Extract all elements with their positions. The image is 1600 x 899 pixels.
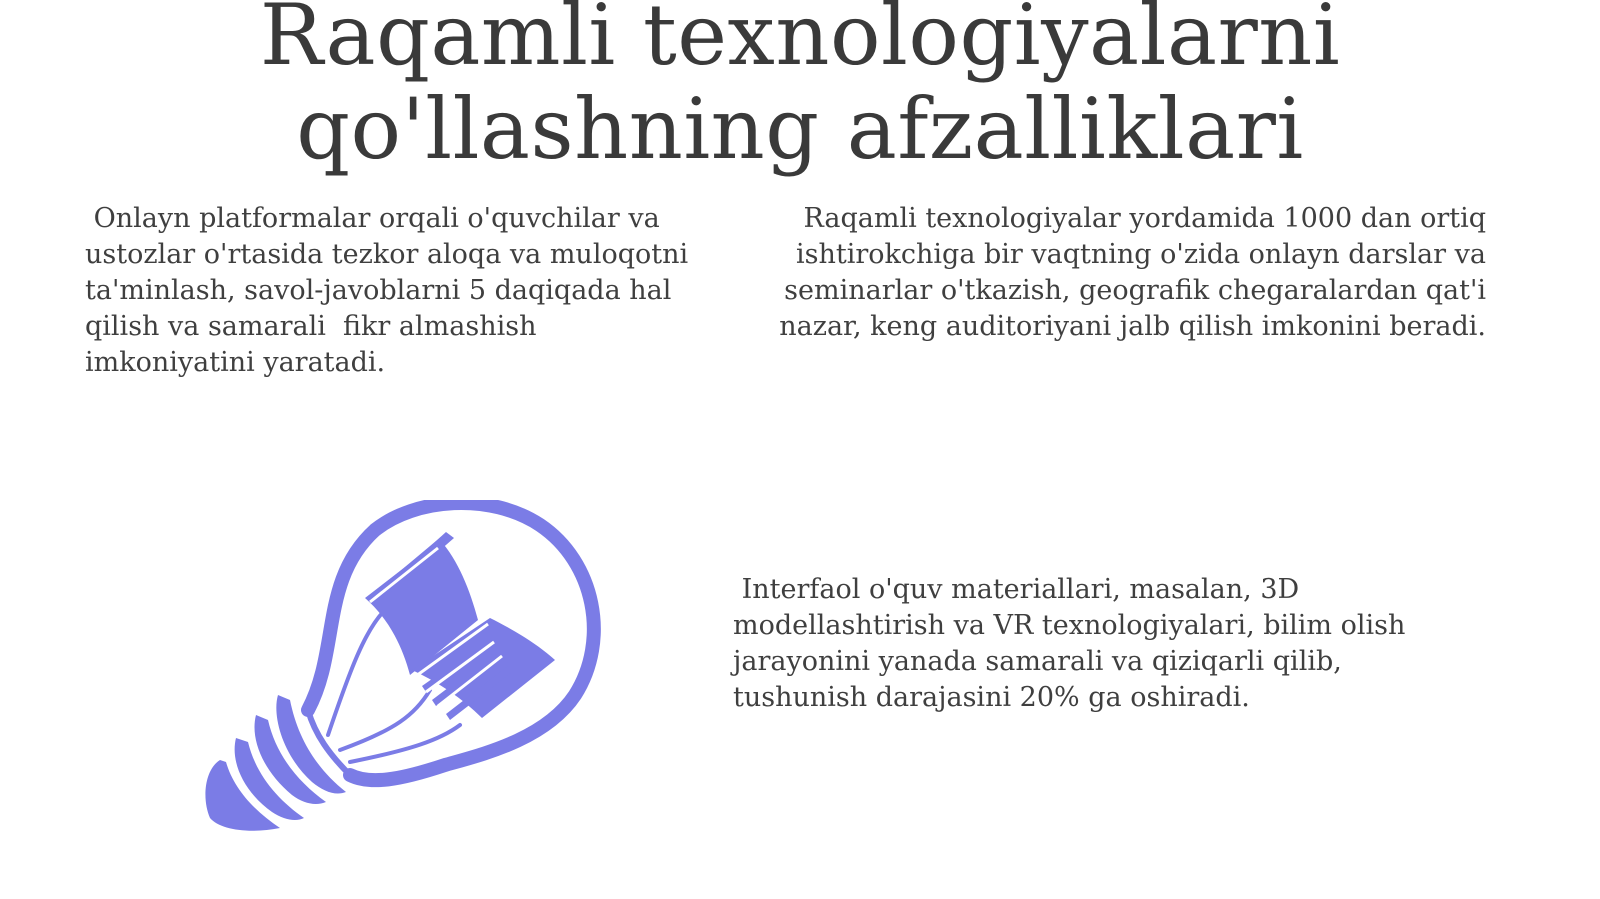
- slide-title: Raqamli texnologiyalarni qo'llashning afzalliklari: [259, 0, 1341, 178]
- paragraph-online-classes: Raqamli texnologiyalar yordamida 1000 dan ortiq ishtirokchiga bir vaqtning o'zida onlayn darslar va seminarlar o'tkazish, geografik chegaralardan qat'i nazar, keng auditoriyani jalb qilish imkonini beradi.: [779, 203, 1495, 342]
- paragraph-interactive-materials: Interfaol o'quv materiallari, masalan, 3D modellashtirish va VR texnologiyalari, bilim olish jarayonini yanada samarali va qiziqarli qilib, tushunish darajasini 20% ga oshiradi.: [733, 574, 1414, 713]
- paragraph-communication: Onlayn platformalar orqali o'quvchilar va ustozlar o'rtasida tezkor aloqa va muloqotni ta'minlash, savol-javoblarni 5 daqiqada hal qilish va samarali fikr almashish imkoniyatini yaratadi.: [85, 203, 697, 378]
- lightbulb-book-icon: [200, 500, 620, 850]
